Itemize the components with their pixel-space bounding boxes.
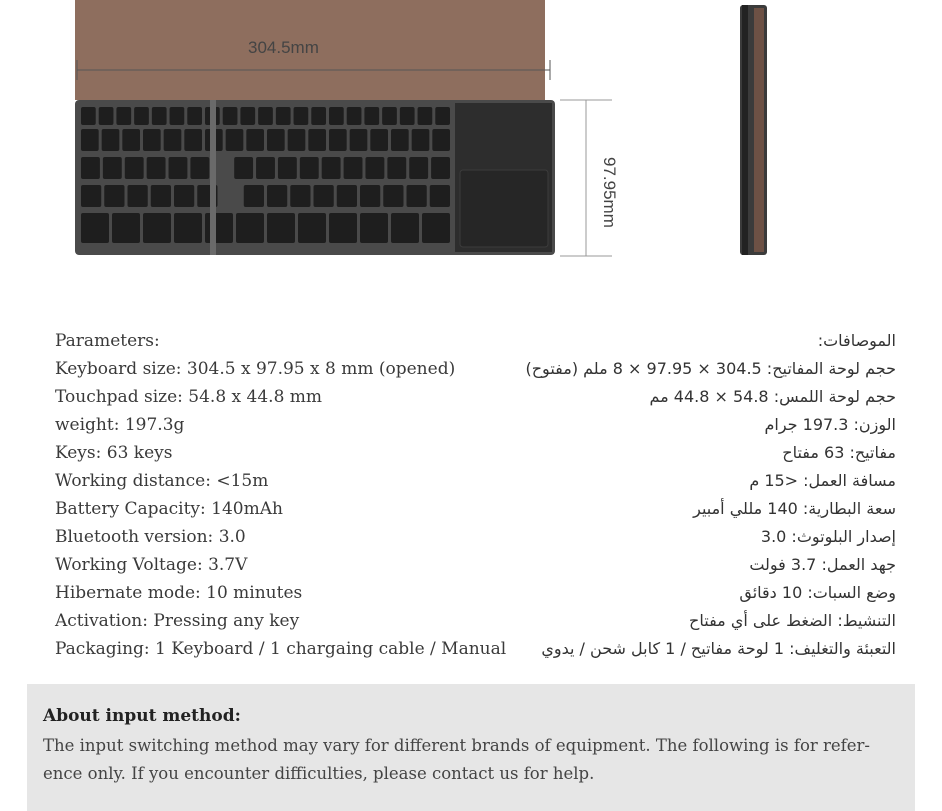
keyboard-key	[383, 185, 403, 207]
keyboard-key	[418, 107, 433, 125]
spec-line-ar: حجم لوحة اللمس: 54.8 × 44.8 مم	[649, 387, 896, 406]
spec-line-ar: مفاتيح: 63 مفتاح	[782, 443, 896, 462]
keyboard-key	[102, 129, 120, 151]
keyboard-key	[99, 107, 114, 125]
width-label: 304.5mm	[248, 38, 319, 57]
keyboard-key	[81, 107, 96, 125]
spec-line-ar: سعة البطارية: 140 مللي أمبير	[693, 499, 896, 518]
keyboard-key	[226, 129, 244, 151]
keyboard-key	[152, 107, 167, 125]
keyboard-key	[430, 185, 450, 207]
keyboard-key	[81, 157, 100, 179]
keyboard-key	[147, 157, 166, 179]
keyboard-key	[112, 213, 140, 243]
keyboard-key	[244, 185, 264, 207]
keyboard-key	[432, 129, 450, 151]
keyboard-key	[290, 185, 310, 207]
spec-line-en: Packaging: 1 Keyboard / 1 chargaing cable / Manual	[55, 639, 507, 659]
spec-line-en: Touchpad size: 54.8 x 44.8 mm	[55, 387, 323, 407]
spec-line-en: Bluetooth version: 3.0	[55, 527, 246, 547]
keyboard-key	[104, 185, 124, 207]
keyboard-key	[360, 185, 380, 207]
keyboard-key	[256, 157, 275, 179]
keyboard-key	[169, 157, 188, 179]
keyboard-key	[258, 107, 273, 125]
keyboard-key	[412, 129, 430, 151]
keyboard-key	[278, 157, 297, 179]
keyboard-key	[267, 185, 287, 207]
spec-line-en: Activation: Pressing any key	[55, 611, 300, 631]
input-method-note	[27, 684, 915, 811]
keyboard-key	[143, 213, 171, 243]
keyboard-key	[364, 107, 379, 125]
keyboard-photo	[0, 0, 942, 300]
keyboard-key	[240, 107, 255, 125]
keyboard-key	[134, 107, 149, 125]
keyboard-key	[294, 107, 309, 125]
keyboard-key	[103, 157, 122, 179]
keyboard-key	[81, 185, 101, 207]
keyboard-key	[223, 107, 238, 125]
keyboard-key	[300, 157, 319, 179]
spec-line-ar: وضع السبات: 10 دقائق	[739, 583, 896, 602]
spec-line-en: Battery Capacity: 140mAh	[55, 499, 283, 519]
keyboard-key	[267, 213, 295, 243]
keyboard-key	[164, 129, 182, 151]
keyboard-key	[435, 107, 450, 125]
keyboard-key	[184, 129, 202, 151]
keyboard-key	[360, 213, 388, 243]
keyboard-key	[350, 129, 368, 151]
keyboard-key	[314, 185, 334, 207]
keyboard-key	[276, 107, 291, 125]
keyboard-key	[347, 107, 362, 125]
spec-line-ar: إصدار البلوتوث: 3.0	[760, 527, 896, 546]
keyboard-key	[387, 157, 406, 179]
keyboard-key	[174, 185, 194, 207]
spec-line-en: weight: 197.3g	[55, 415, 185, 435]
keyboard-key	[174, 213, 202, 243]
spec-line-ar: الوزن: 197.3 جرام	[764, 415, 896, 434]
keyboard-key	[382, 107, 397, 125]
keyboard-key	[128, 185, 148, 207]
keyboard-key	[409, 157, 428, 179]
keyboard-key	[151, 185, 171, 207]
keyboard-key	[122, 129, 140, 151]
keyboard-key	[370, 129, 388, 151]
keyboard-key	[187, 107, 202, 125]
keyboard-key	[298, 213, 326, 243]
keyboard-key	[236, 213, 264, 243]
keyboard-key	[407, 185, 427, 207]
keyboard-key	[125, 157, 144, 179]
spec-line-en: Working distance: <15m	[55, 471, 269, 491]
keyboard-key	[431, 157, 450, 179]
spec-line-ar: التنشيط: الضغط على أي مفتاح	[689, 611, 896, 630]
keyboard-key	[337, 185, 357, 207]
keyboard-key	[267, 129, 285, 151]
spec-line-ar: الموصافات:	[817, 331, 896, 350]
keyboard-key	[400, 107, 415, 125]
keyboard-key	[329, 107, 344, 125]
specs-english	[55, 329, 525, 665]
keyboard-key	[344, 157, 363, 179]
keyboard-key	[234, 157, 253, 179]
spec-line-ar: مسافة العمل: <15 م	[749, 471, 896, 490]
keyboard-key	[205, 213, 233, 243]
keyboard-key	[329, 213, 357, 243]
keyboard-key	[170, 107, 185, 125]
spec-line-en: Keyboard size: 304.5 x 97.95 x 8 mm (opened)	[55, 359, 456, 379]
keyboard-key	[391, 213, 419, 243]
spec-line-en: Parameters:	[55, 331, 160, 351]
keyboard-key	[190, 157, 209, 179]
keyboard-key	[365, 157, 384, 179]
touchpad	[460, 170, 548, 247]
specs-arabic	[520, 329, 896, 665]
keyboard-key	[246, 129, 264, 151]
keyboard-key	[311, 107, 326, 125]
keyboard-key	[391, 129, 409, 151]
keyboard-key	[329, 129, 347, 151]
height-label: 97.95mm	[600, 157, 619, 228]
keyboard-key	[422, 213, 450, 243]
keyboard-key	[308, 129, 326, 151]
keyboard-key	[143, 129, 161, 151]
product-image	[0, 0, 942, 300]
note-title: About input method:	[43, 706, 241, 726]
spec-line-ar: التعبئة والتغليف: 1 لوحة مفاتيح / 1 كابل شحن / يدوي	[541, 639, 896, 658]
fold-hinge	[210, 100, 216, 255]
spec-line-en: Working Voltage: 3.7V	[55, 555, 248, 575]
keyboard-key	[81, 213, 109, 243]
spec-line-ar: حجم لوحة المفاتيح: 304.5 × 97.95 × 8 ملم (مفتوح)	[525, 359, 896, 378]
note-text: The input switching method may vary for different brands of equipment. The following is for refer-ence only. If you encounter difficulties, please contact us for help.	[43, 736, 870, 783]
keyboard-key	[322, 157, 341, 179]
keyboard-key	[81, 129, 99, 151]
spec-line-ar: جهد العمل: 3.7 فولت	[749, 555, 896, 574]
keyboard-key	[116, 107, 131, 125]
spec-line-en: Keys: 63 keys	[55, 443, 173, 463]
keyboard-key	[288, 129, 306, 151]
spec-line-en: Hibernate mode: 10 minutes	[55, 583, 303, 603]
